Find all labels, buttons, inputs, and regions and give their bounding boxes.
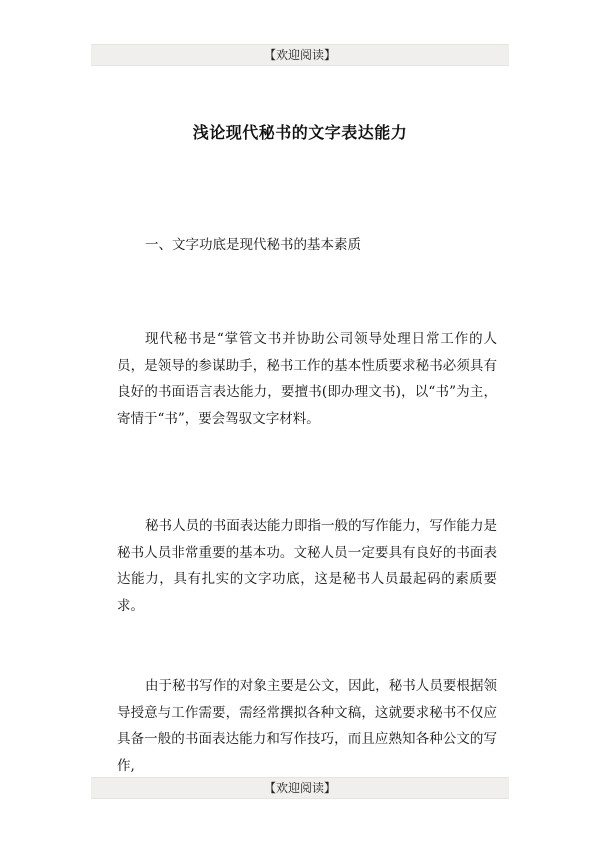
- footer-banner: [91, 777, 509, 799]
- paragraph-1: 现代秘书是“掌管文书并协助公司领导处理日常工作的人员，是领导的参谋助手，秘书工作的基本性质要求秘书必须具有良好的书面语言表达能力，要擅书(即办理文书)，以“书”为主，寄情于“书”，要会驾驭文字材料。: [117, 331, 497, 427]
- paragraph-3: 由于秘书写作的对象主要是公文，因此，秘书人员要根据领导授意与工作需要，需经常撰拟各种文稿，这就要求秘书不仅应具备一般的书面表达能力和写作技巧，而且应熟知各种公文的写作,: [117, 678, 497, 774]
- header-banner-text: 【欢迎阅读】: [263, 48, 336, 62]
- section-heading: 一、文字功底是现代秘书的基本素质: [145, 237, 361, 253]
- header-banner: [91, 44, 509, 66]
- document-title: 浅论现代秘书的文字表达能力: [192, 122, 408, 142]
- footer-banner-text: 【欢迎阅读】: [263, 781, 336, 795]
- paragraph-2: 秘书人员的书面表达能力即指一般的写作能力，写作能力是秘书人员非常重要的基本功。文秘人员一定要具有良好的书面表达能力，具有扎实的文字功底，这是秘书人员最起码的素质要求。: [117, 518, 497, 614]
